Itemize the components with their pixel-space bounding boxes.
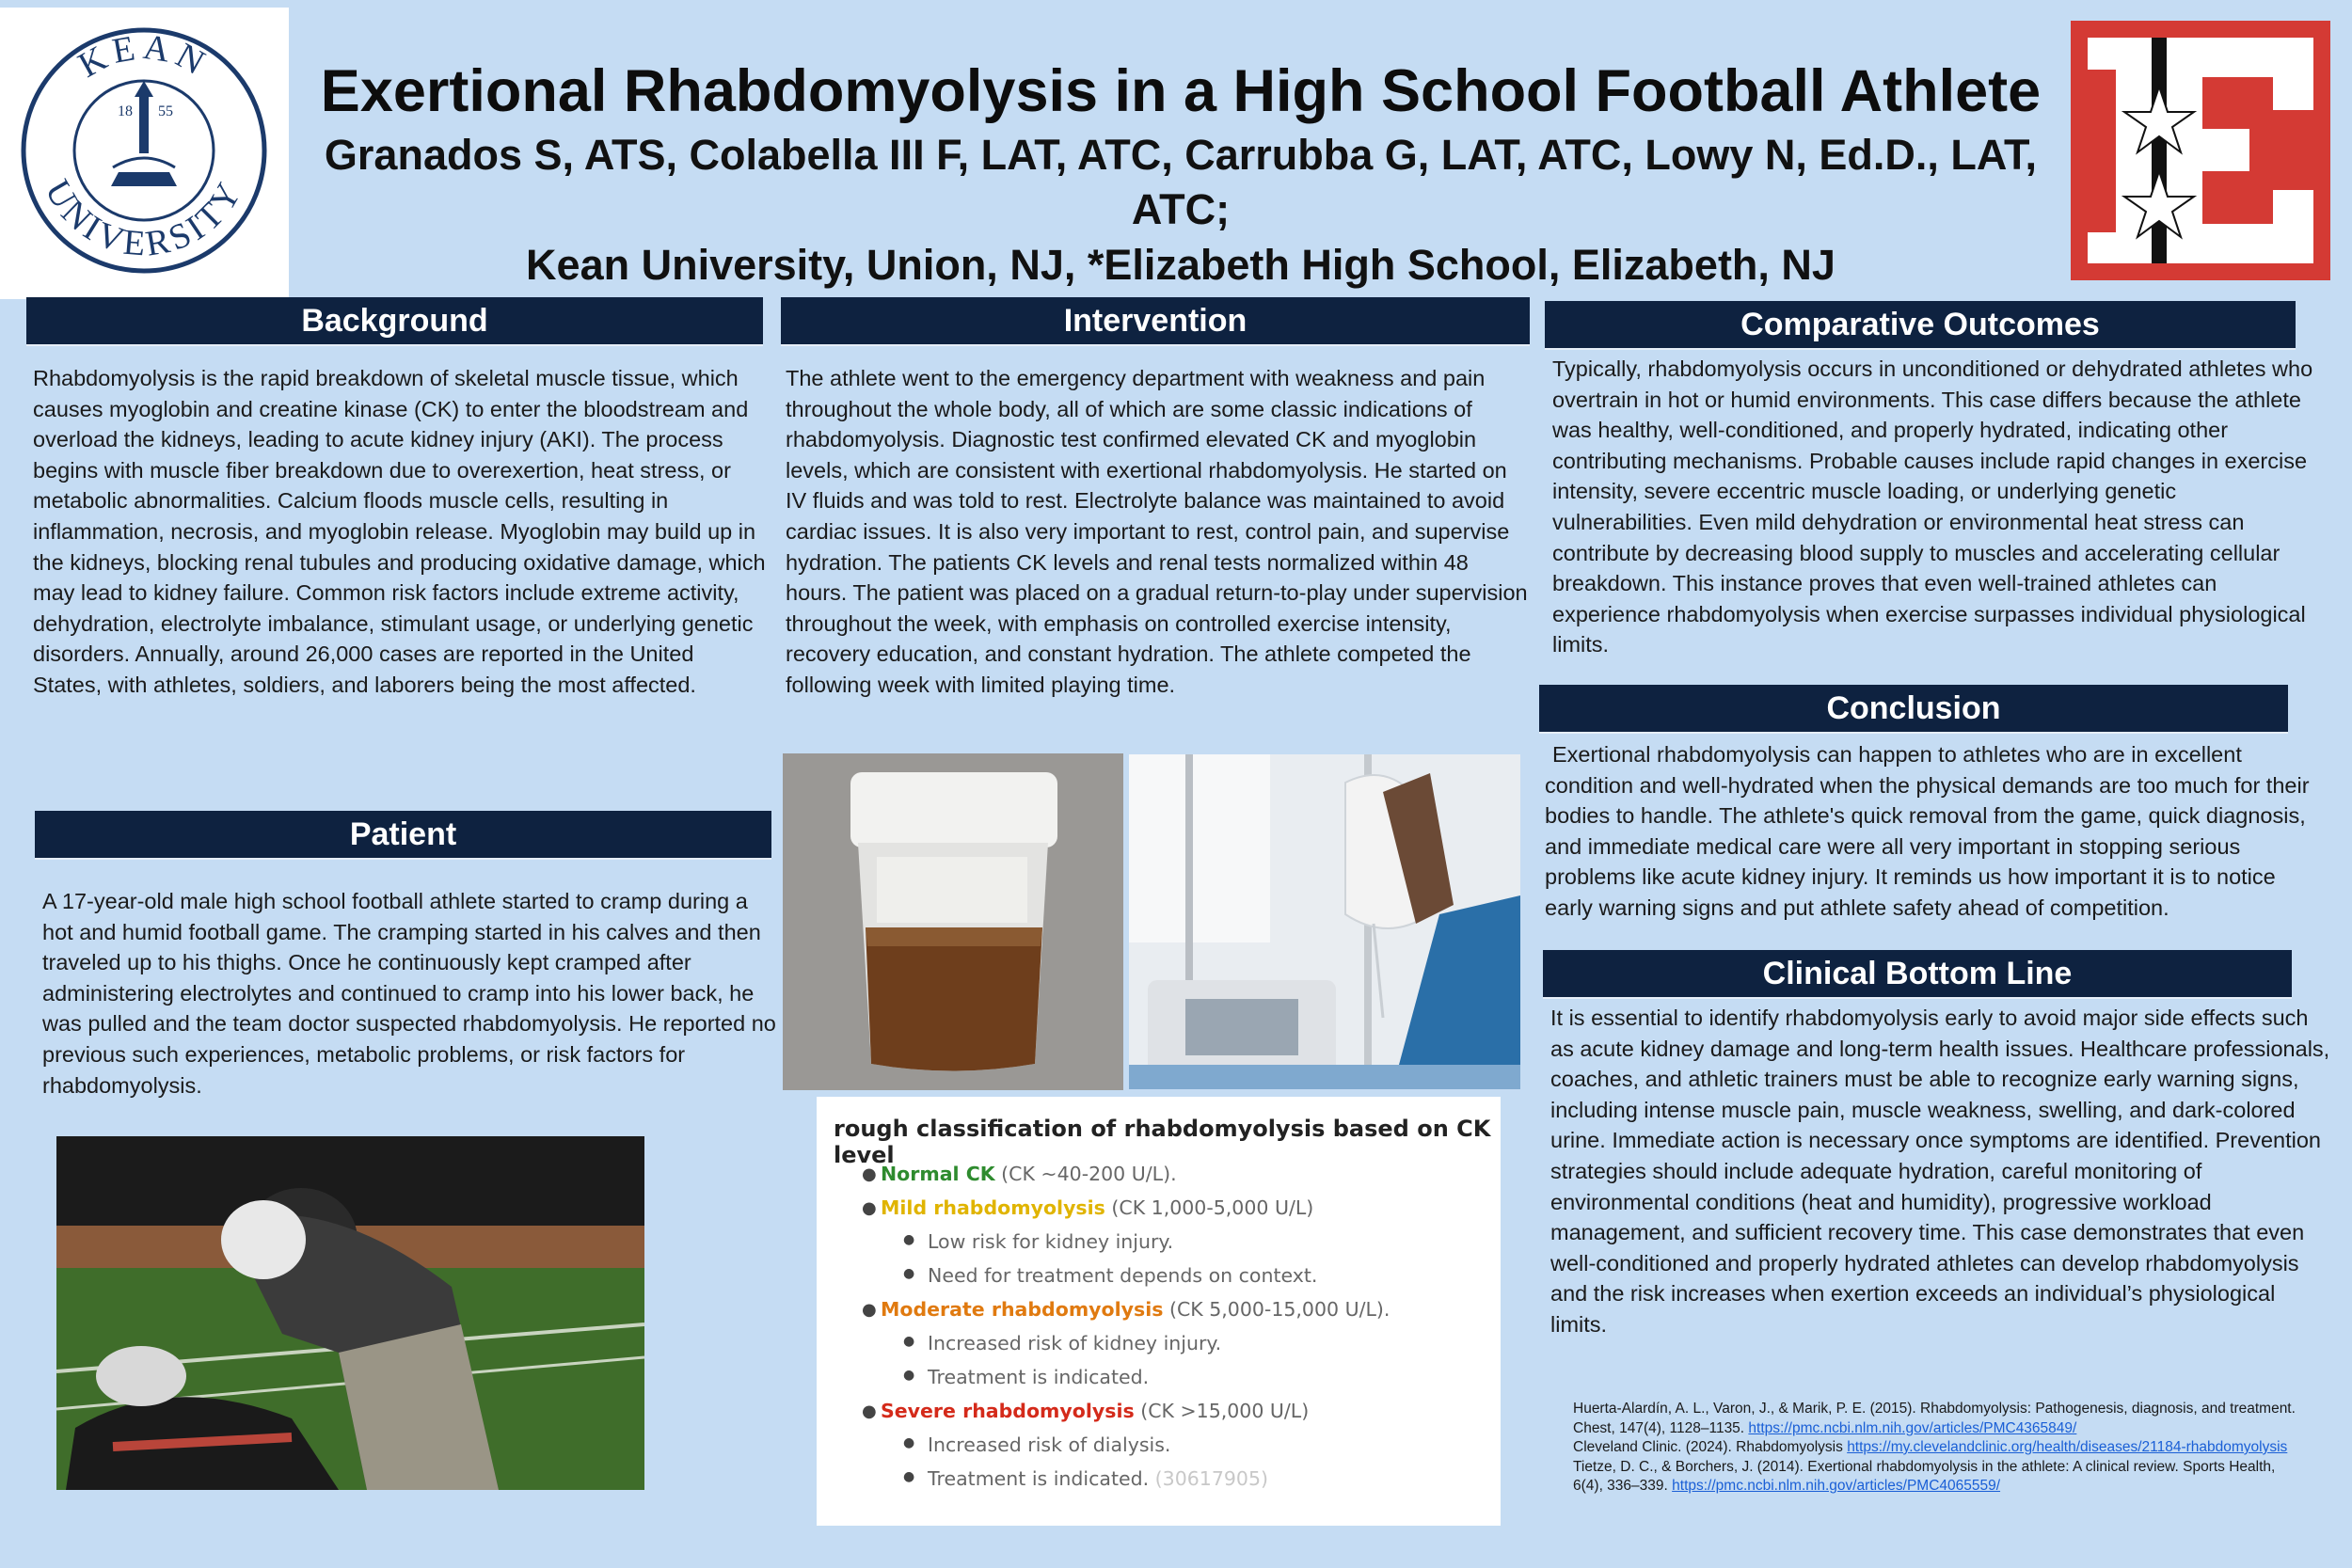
patient-heading: Patient [35,811,771,860]
iv-fluids-photo [1129,754,1520,1089]
ck-normal-label: Normal CK [881,1163,995,1185]
bullet-icon: ● [862,1402,877,1421]
ck-moderate-row [881,1298,1390,1321]
football-athlete-photo [56,1136,644,1490]
svg-text:UNIVERSITY [37,173,250,263]
bullet-icon: ● [862,1164,877,1184]
logo-year-right: 55 [158,103,173,119]
bullet-icon: ● [903,1334,915,1349]
ck-severe-note-1: Increased risk of dialysis. [928,1433,1171,1456]
bullet-icon: ● [903,1266,915,1281]
ck-mild-label: Mild rhabdomyolysis [881,1196,1105,1219]
clinical-text: It is essential to identify rhabdomyolysis early to avoid major side effects such as acute kidney damage and long-term health issues. Healthcare professionals, coaches, and athletic trainers must be able to recognize early warning signs, including intense muscle pain, muscle weakness, swelling, and dark-colored urine. Immediate action is necessary once symptoms are identified. Prevention strategies should include adequate hydration, careful monitoring of environmental conditions (heat and humidity), progressive workload management, and sufficient recovery time. This case demonstrates that even well-conditioned and properly hydrated athletes can develop rhabdomyolysis and the risk increases when exertion exceeds an individual’s physiological limits. [1550,1006,2330,1337]
intervention-text: The athlete went to the emergency department with weakness and pain throughout the whole body, all of which are some classic indications of rhabdomyolysis. Diagnostic test confirmed elevated CK and myoglobin levels, which are consistent with exertional rhabdomyolysis. He started on IV fluids and was told to rest. Electrolyte balance was maintained to avoid cardiac issues. It is also very important to rest, control pain, and supervise hydration. The patients CK levels and renal tests normalized within 48 hours. The patient was placed on a gradual return-to-play under supervision throughout the week, with emphasis on controlled exercise intensity, recovery education, and constant hydration. The athlete competed the following week with limited playing time. [786,366,1528,697]
ck-figure-title: rough classification of rhabdomyolysis based on CK level [834,1116,1491,1168]
reference-2-link[interactable]: https://my.clevelandclinic.org/health/diseases/21184-rhabdomyolysis [1847,1439,2288,1455]
logo-text-top: KEAN [72,26,216,86]
ck-mild-note-1: Low risk for kidney injury. [928,1230,1174,1253]
ck-mild-row [881,1196,1313,1219]
bullet-icon: ● [903,1435,915,1450]
ck-severe-range: (CK >15,000 U/L) [1134,1400,1310,1422]
ck-severe-note-2: Treatment is indicated. [928,1467,1150,1490]
elizabeth-high-school-logo [2071,21,2330,280]
comparative-text: Typically, rhabdomyolysis occurs in unconditioned or dehydrated athletes who overtrain in hot or humid environments. This case differs because the athlete was healthy, well-conditioned, and properly hydrated, indicating other contributing mechanisms. Probable causes include rapid changes in exercise intensity, severe eccentric muscle loading, or underlying genetic vulnerabilities. Even mild dehydration or environmental heat stress can contribute by decreasing blood supply to muscles and accelerating cellular breakdown. This instance proves that even well-trained athletes can experience rhabdomyolysis when exercise surpasses individual physiological limits. [1552,356,2313,657]
reference-1-text: Huerta-Alardín, A. L., Varon, J., & Marik, P. E. (2015). Rhabdomyolysis: Pathogenesis, diagnosis, and treatment. Chest, 147(4), 1128–1135. [1573,1401,2296,1436]
poster-header [292,56,2070,293]
poster-affiliation: Kean University, Union, NJ, *Elizabeth High School, Elizabeth, NJ [526,240,1836,289]
ck-severe-label: Severe rhabdomyolysis [881,1400,1135,1422]
conclusion-heading: Conclusion [1539,685,2288,734]
bullet-icon: ● [903,1368,915,1383]
ck-citation: (30617905) [1149,1467,1268,1490]
bullet-icon: ● [862,1198,877,1218]
ck-normal-row [881,1163,1177,1185]
ck-mild-range: (CK 1,000-5,000 U/L) [1104,1196,1314,1219]
ck-moderate-note-2: Treatment is indicated. [928,1366,1150,1388]
ck-moderate-label: Moderate rhabdomyolysis [881,1298,1164,1321]
ck-normal-range: (CK ~40-200 U/L). [994,1163,1177,1185]
background-heading: Background [26,297,763,346]
letter-e-star-icon [2071,21,2330,280]
conclusion-text: Exertional rhabdomyolysis can happen to athletes who are in excellent condition and well-hydrated when the physical demands are too much for their bodies to handle. The athlete's quick removal from the game, quick diagnosis, and immediate medical care were all very important in stopping serious problems like acute kidney injury. It reminds us how important it is to notice early warning signs and put athlete safety ahead of competition. [1545,742,2310,920]
logo-year-left: 18 [118,103,133,119]
ck-severe-note-2-row [928,1467,1268,1490]
ck-classification-figure [817,1097,1501,1526]
kean-seal-icon [0,8,289,299]
poster-title: Exertional Rhabdomyolysis in a High School Football Athlete [320,58,2042,124]
reference-2-text: Cleveland Clinic. (2024). Rhabdomyolysis [1573,1439,1848,1455]
references [1573,1400,2297,1497]
reference-3-link[interactable]: https://pmc.ncbi.nlm.nih.gov/articles/PMC4065559/ [1672,1478,2001,1494]
comparative-heading: Comparative Outcomes [1545,301,2296,350]
logo-text-bottom: UNIVERSITY [37,173,251,264]
ck-moderate-range: (CK 5,000-15,000 U/L). [1163,1298,1391,1321]
svg-text:KEAN [72,27,215,86]
ck-moderate-note-1: Increased risk of kidney injury. [928,1332,1222,1354]
reference-3 [1573,1458,2297,1497]
kean-university-logo [0,8,289,299]
bullet-icon: ● [903,1232,915,1247]
patient-text: A 17-year-old male high school football athlete started to cramp during a hot and humid football game. The cramping started in his calves and then traveled up to his thighs. Once he continuously kept cramped after administering electrolytes and continued to cramp into his lower back, he was pulled and the team doctor suspected rhabdomyolysis. He reported no previous such experiences, metabolic problems, or risk factors for rhabdomyolysis. [42,889,776,1098]
bullet-icon: ● [862,1300,877,1320]
bullet-icon: ● [903,1469,915,1484]
poster-authors: Granados S, ATS, Colabella III F, LAT, ATC, Carrubba G, LAT, ATC, Lowy N, Ed.D., LAT, ATC; [324,130,2038,234]
ck-severe-row [881,1400,1309,1422]
reference-3-text: Tietze, D. C., & Borchers, J. (2014). Exertional rhabdomyolysis in the athlete: A clinical review. Sports Health, 6(4), 336–339. [1573,1458,2276,1494]
reference-1 [1573,1400,2297,1438]
intervention-heading: Intervention [781,297,1530,346]
reference-1-link[interactable]: https://pmc.ncbi.nlm.nih.gov/articles/PMC4365849/ [1748,1419,2077,1436]
background-text: Rhabdomyolysis is the rapid breakdown of skeletal muscle tissue, which causes myoglobin and creatine kinase (CK) to enter the bloodstream and overload the kidneys, leading to acute kidney injury (AKI). The process begins with muscle fiber breakdown due to overexertion, heat stress, or metabolic abnormalities. Calcium floods muscle cells, resulting in inflammation, necrosis, and myoglobin release. Myoglobin may build up in the kidneys, blocking renal tubules and producing oxidative damage, which may lead to kidney failure. Common risk factors include extreme activity, dehydration, electrolyte imbalance, stimulant usage, or underlying genetic disorders. Annually, around 26,000 cases are reported in the United States, with athletes, soldiers, and laborers being the most affected. [33,366,766,697]
reference-2 [1573,1438,2297,1458]
ck-mild-note-2: Need for treatment depends on context. [928,1264,1318,1287]
clinical-heading: Clinical Bottom Line [1543,950,2292,999]
urine-sample-photo [783,753,1123,1090]
